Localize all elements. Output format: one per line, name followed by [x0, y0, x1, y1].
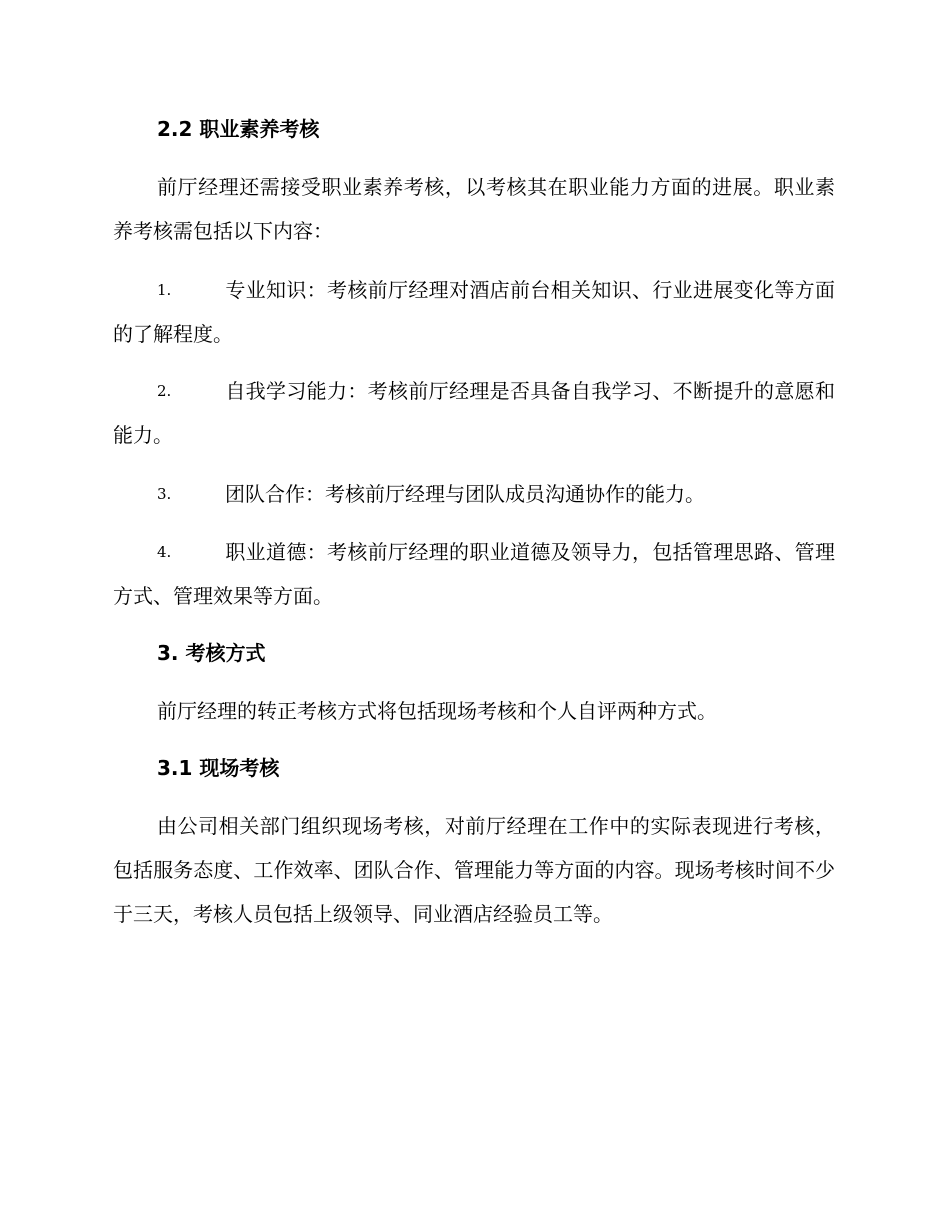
list-number: 2.: [157, 382, 172, 400]
list-item-3: [113, 472, 835, 516]
section-2-2-intro-paragraph: 前厅经理还需接受职业素养考核，以考核其在职业能力方面的进展。职业素养考核需包括以下内容：: [113, 175, 835, 243]
list-item-4: [113, 530, 835, 618]
section-heading-3-1: 3.1 现场考核: [157, 756, 280, 780]
list-number: 3.: [157, 485, 172, 503]
list-item-text: 自我学习能力：考核前厅经理是否具备自我学习、不断提升的意愿和能力。: [113, 379, 835, 447]
list-item-text: 专业知识：考核前厅经理对酒店前台相关知识、行业进展变化等方面的了解程度。: [113, 278, 835, 346]
section-heading-3: 3. 考核方式: [157, 641, 266, 665]
list-number: 4.: [157, 543, 172, 561]
list-number: 1.: [157, 281, 172, 299]
list-item-1: [113, 268, 835, 356]
list-item-2: [113, 369, 835, 457]
section-3-1-body-paragraph: 由公司相关部门组织现场考核，对前厅经理在工作中的实际表现进行考核，包括服务态度、工作效率、团队合作、管理能力等方面的内容。现场考核时间不少于三天，考核人员包括上级领导、同业酒店经验员工等。: [113, 814, 835, 926]
list-item-text: 职业道德：考核前厅经理的职业道德及领导力，包括管理思路、管理方式、管理效果等方面。: [113, 540, 835, 608]
list-item-text: 团队合作：考核前厅经理与团队成员沟通协作的能力。: [225, 482, 705, 506]
section-heading-2-2: 2.2 职业素养考核: [157, 117, 320, 141]
section-3-intro-paragraph: 前厅经理的转正考核方式将包括现场考核和个人自评两种方式。: [157, 699, 717, 723]
